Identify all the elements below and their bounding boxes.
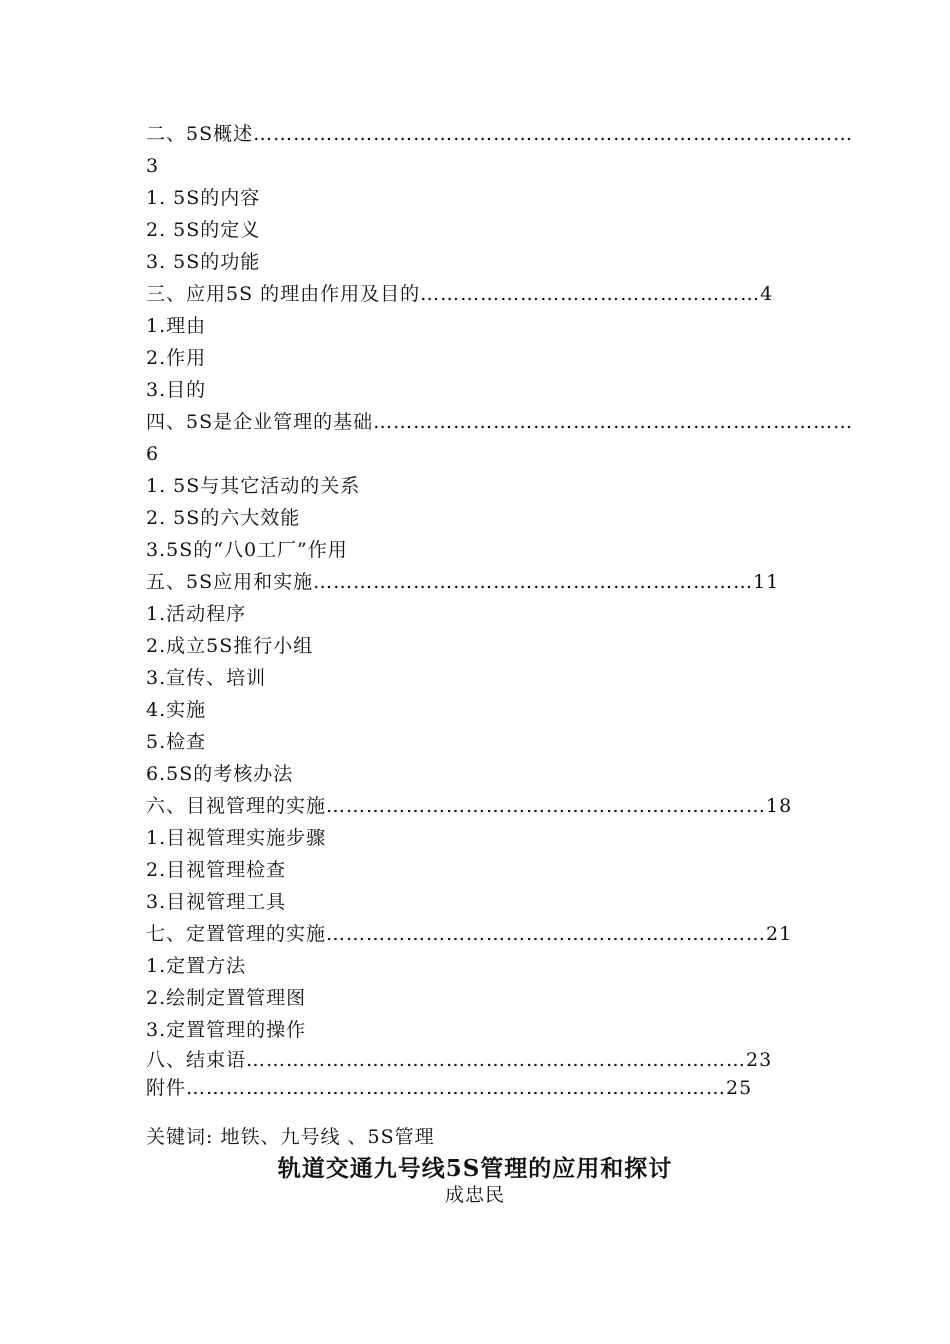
toc-entry: 1.定置方法 bbox=[146, 955, 247, 977]
toc-entry: 五、5S应用和实施…………………………………………………………11 bbox=[146, 571, 780, 593]
toc-entry: 5.检查 bbox=[146, 731, 207, 753]
toc-entry: 1.理由 bbox=[146, 315, 207, 337]
toc-entry: 2.绘制定置管理图 bbox=[146, 987, 307, 1009]
toc-entry: 3.宣传、培训 bbox=[146, 667, 267, 689]
table-of-contents bbox=[146, 118, 854, 1102]
toc-entry: 6.5S的考核办法 bbox=[146, 763, 294, 785]
toc-entry: 2.目视管理检查 bbox=[146, 859, 287, 881]
toc-entry: 3.目视管理工具 bbox=[146, 891, 287, 913]
toc-page-number: 6 bbox=[146, 443, 160, 465]
author-name: 成忠民 bbox=[444, 1184, 505, 1206]
toc-page-number: 3 bbox=[146, 155, 160, 177]
keywords-line: 关键词: 地铁、九号线 、5S管理 bbox=[146, 1126, 435, 1148]
toc-entry: 七、定置管理的实施…………………………………………………………21 bbox=[146, 923, 793, 945]
toc-entry: 附件………………………………………………………………………25 bbox=[146, 1077, 753, 1099]
toc-entry: 1.目视管理实施步骤 bbox=[146, 827, 327, 849]
toc-entry: 3. 5S的功能 bbox=[146, 251, 261, 273]
toc-entry: 三、应用5S 的理由作用及目的……………………………………………4 bbox=[146, 283, 774, 305]
toc-entry: 1. 5S的内容 bbox=[146, 187, 261, 209]
toc-entry: 二、5S概述……………………………………………………………………………… bbox=[146, 123, 854, 145]
toc-entry: 3.5S的“八0工厂”作用 bbox=[146, 539, 348, 561]
toc-entry: 4.实施 bbox=[146, 699, 207, 721]
toc-entry: 2. 5S的定义 bbox=[146, 219, 261, 241]
toc-entry: 3.定置管理的操作 bbox=[146, 1019, 307, 1041]
paper-title: 轨道交通九号线5S管理的应用和探讨 bbox=[277, 1155, 673, 1182]
toc-entry: 2. 5S的六大效能 bbox=[146, 507, 301, 529]
toc-entry: 2.作用 bbox=[146, 347, 207, 369]
toc-entry: 1.活动程序 bbox=[146, 603, 247, 625]
toc-entry: 六、目视管理的实施…………………………………………………………18 bbox=[146, 795, 793, 817]
toc-entry: 3.目的 bbox=[146, 379, 207, 401]
toc-entry: 1. 5S与其它活动的关系 bbox=[146, 475, 361, 497]
toc-entry: 2.成立5S推行小组 bbox=[146, 635, 314, 657]
toc-entry: 八、结束语…………………………………………………………………23 bbox=[146, 1049, 773, 1071]
toc-entry: 四、5S是企业管理的基础……………………………………………………………… bbox=[146, 411, 854, 433]
